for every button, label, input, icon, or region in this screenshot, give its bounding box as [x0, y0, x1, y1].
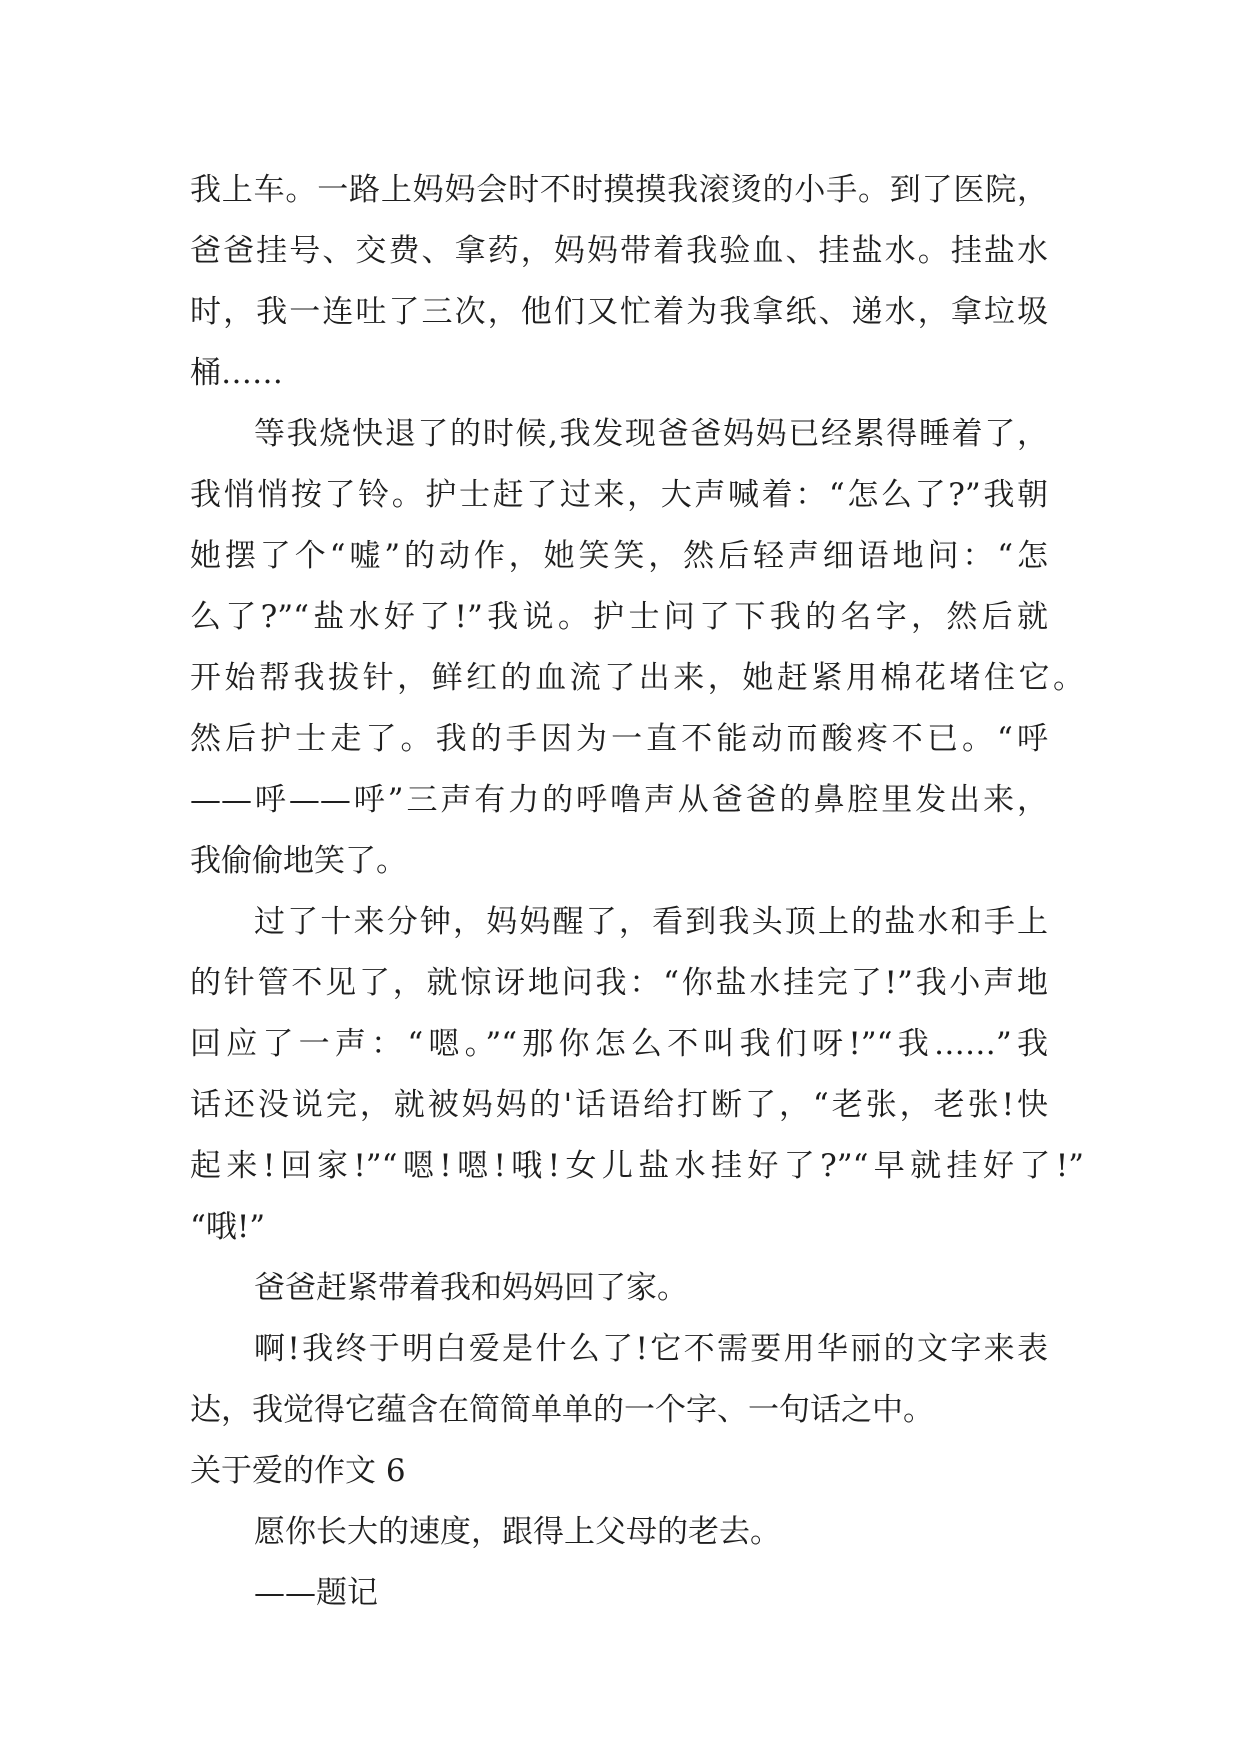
- text-line: “哦!”: [190, 1209, 266, 1245]
- text-line: 么了?”“盐水好了!”我说。护士问了下我的名字，然后就: [190, 599, 1048, 635]
- text-line: 啊!我终于明白爱是什么了!它不需要用华丽的文字来表: [254, 1331, 1048, 1367]
- essay-body: [190, 160, 1090, 1624]
- section-heading: 关于爱的作文 6: [190, 1453, 406, 1489]
- text-line: 回应了一声：“嗯。”“那你怎么不叫我们呀!”“我……”我: [190, 1026, 1048, 1062]
- text-line: 我上车。一路上妈妈会时不时摸摸我滚烫的小手。到了医院，: [190, 172, 1048, 208]
- text-line: 起来!回家!”“嗯!嗯!哦!女儿盐水挂好了?”“早就挂好了!”: [190, 1148, 1084, 1184]
- text-line: 开始帮我拔针，鲜红的血流了出来，她赶紧用棉花堵住它。: [190, 660, 1084, 696]
- text-line: ——题记: [254, 1575, 378, 1611]
- text-line: ——呼——呼”三声有力的呼噜声从爸爸的鼻腔里发出来，: [190, 782, 1048, 818]
- text-line: 的针管不见了，就惊讶地问我：“你盐水挂完了!”我小声地: [190, 965, 1048, 1001]
- text-line: 时，我一连吐了三次，他们又忙着为我拿纸、递水，拿垃圾: [190, 294, 1048, 330]
- text-line: 爸爸赶紧带着我和妈妈回了家。: [254, 1270, 688, 1306]
- text-line: 愿你长大的速度，跟得上父母的老去。: [254, 1514, 781, 1550]
- text-line: 话还没说完，就被妈妈的'话语给打断了，“老张，老张!快: [190, 1087, 1048, 1123]
- text-line: 爸爸挂号、交费、拿药，妈妈带着我验血、挂盐水。挂盐水: [190, 233, 1048, 269]
- text-line: 桶……: [190, 355, 283, 391]
- text-line: 她摆了个“嘘”的动作，她笑笑，然后轻声细语地问：“怎: [190, 538, 1048, 574]
- text-line: 过了十来分钟，妈妈醒了，看到我头顶上的盐水和手上: [254, 904, 1048, 940]
- text-line: 我偷偷地笑了。: [190, 843, 407, 879]
- text-line: 等我烧快退了的时候,我发现爸爸妈妈已经累得睡着了，: [254, 416, 1048, 452]
- text-line: 然后护士走了。我的手因为一直不能动而酸疼不已。“呼: [190, 721, 1048, 757]
- text-line: 达，我觉得它蕴含在简简单单的一个字、一句话之中。: [190, 1392, 934, 1428]
- text-line: 我悄悄按了铃。护士赶了过来，大声喊着：“怎么了?”我朝: [190, 477, 1048, 513]
